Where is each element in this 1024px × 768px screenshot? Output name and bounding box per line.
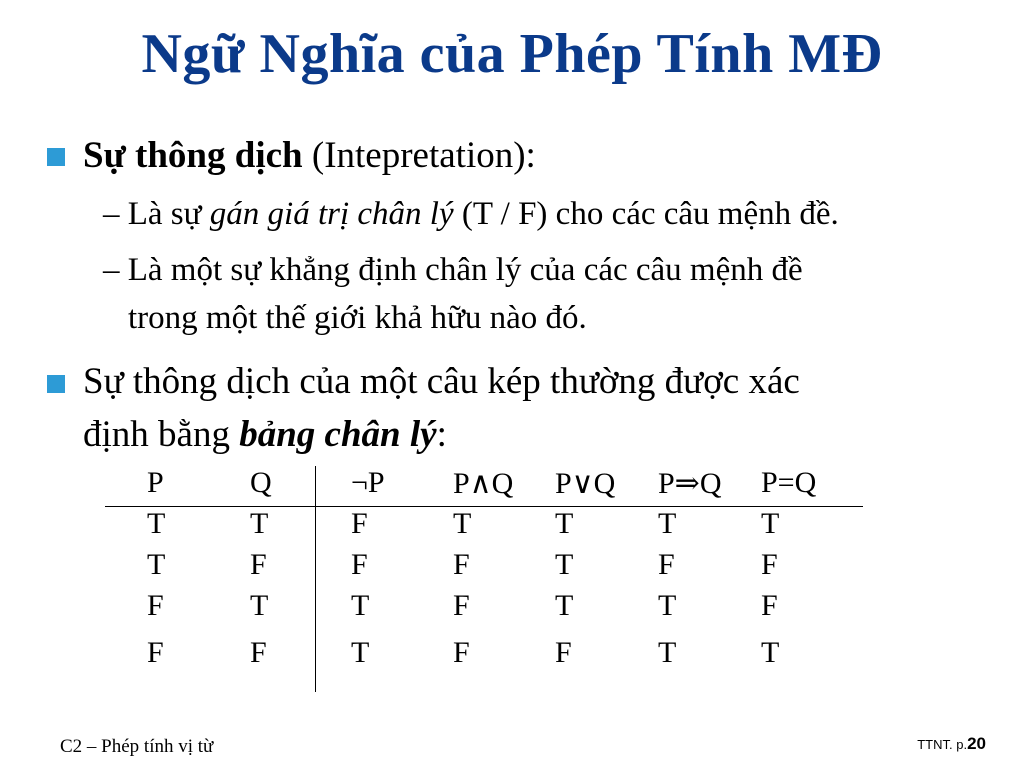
slide-title: Ngữ Nghĩa của Phép Tính MĐ — [141, 23, 883, 85]
table-cell: T — [351, 636, 370, 669]
table-cell: F — [147, 636, 164, 669]
table-cell: T — [555, 548, 574, 581]
table-cell: T — [453, 507, 472, 540]
sub-item-1-prefix: – Là sự — [103, 196, 210, 232]
sub-item-1-italic: gán giá trị chân lý — [209, 196, 454, 232]
bullet-square — [47, 375, 65, 393]
table-cell: T — [351, 589, 370, 622]
table-cell: T — [250, 507, 269, 540]
truth-table — [105, 466, 865, 692]
bullet-1-bold: Sự thông dịch — [83, 135, 303, 176]
table-header-cell: P — [147, 466, 164, 499]
table-cell: F — [250, 636, 267, 669]
table-header-cell: ¬P — [351, 466, 385, 499]
bullet-2-line-2 — [83, 413, 447, 456]
table-cell: F — [250, 548, 267, 581]
sub-item-2-line-2: trong một thế giới khả hữu nào đó. — [128, 300, 587, 336]
table-cell: F — [351, 507, 368, 540]
table-cell: F — [147, 589, 164, 622]
table-cell: F — [453, 548, 470, 581]
table-header-cell: Q — [250, 466, 272, 499]
footer-page-prefix: TTNT. p. — [917, 737, 968, 752]
table-cell: T — [761, 507, 780, 540]
footer-page — [917, 734, 986, 754]
table-cell: T — [761, 636, 780, 669]
table-cell: F — [453, 636, 470, 669]
table-cell: T — [658, 507, 677, 540]
bullet-2-prefix: định bằng — [83, 414, 240, 455]
sub-item-1-suffix: (T / F) cho các câu mệnh đề. — [453, 196, 839, 232]
bullet-1-rest: (Intepretation): — [302, 135, 536, 176]
table-cell: T — [658, 589, 677, 622]
table-cell: F — [761, 548, 778, 581]
table-cell: T — [147, 507, 166, 540]
bullet-2-suffix: : — [436, 414, 447, 455]
table-cell: F — [761, 589, 778, 622]
table-column-rule — [315, 466, 316, 692]
sub-item-1 — [103, 196, 839, 233]
table-header-cell: P=Q — [761, 466, 817, 499]
bullet-1-text — [83, 134, 536, 177]
table-header-cell: P∨Q — [555, 467, 616, 500]
sub-item-2-line-1: – Là một sự khẳng định chân lý của các câu mệnh đề — [103, 252, 803, 288]
footer-chapter: C2 – Phép tính vị từ — [60, 736, 214, 757]
table-cell: T — [555, 589, 574, 622]
footer-page-number: 20 — [967, 734, 986, 753]
table-cell: T — [250, 589, 269, 622]
table-header-cell: P⇒Q — [658, 467, 722, 500]
table-cell: F — [555, 636, 572, 669]
table-cell: T — [555, 507, 574, 540]
table-cell: F — [658, 548, 675, 581]
table-cell: T — [147, 548, 166, 581]
table-header-rule — [105, 506, 863, 507]
bullet-2-bold-italic: bảng chân lý — [239, 414, 437, 455]
bullet-square — [47, 148, 65, 166]
table-cell: F — [453, 589, 470, 622]
bullet-2-line-1: Sự thông dịch của một câu kép thường được xác — [83, 361, 800, 402]
table-cell: F — [351, 548, 368, 581]
table-cell: T — [658, 636, 677, 669]
table-header-cell: P∧Q — [453, 467, 514, 500]
